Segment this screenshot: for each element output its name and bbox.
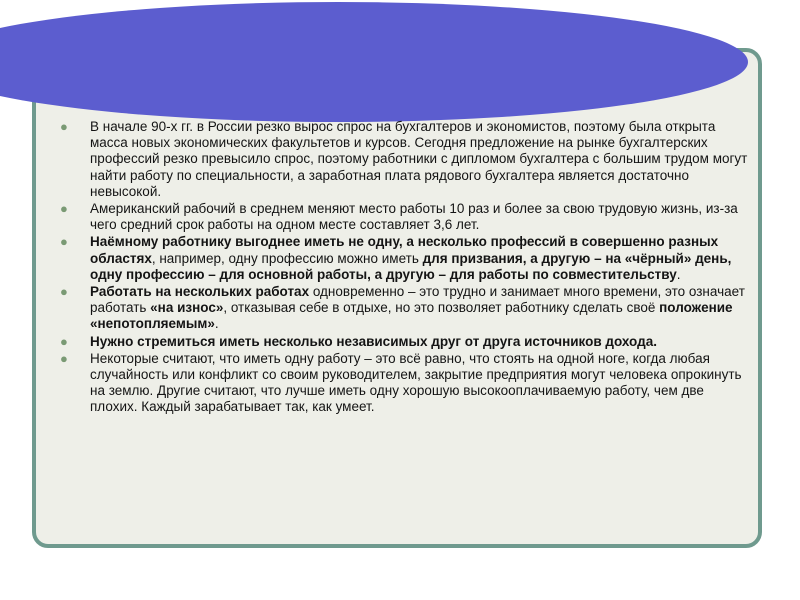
bold-text: Нужно стремиться иметь несколько независимых друг от друга источников дохода. (90, 333, 657, 349)
bold-text: «на износ» (150, 300, 224, 316)
bullet-icon: ● (60, 284, 68, 300)
bullet-text: . (214, 316, 219, 332)
bullet-item (60, 351, 750, 416)
bullet-text: , отказывая себе в отдыхе, но это позволяет работнику сделать своё (223, 300, 660, 316)
bullet-item (60, 119, 750, 200)
bullet-icon: ● (60, 119, 68, 134)
slide-content (60, 119, 750, 417)
bullet-text: одновременно – это трудно и занимает много времени, это означает работать (90, 284, 745, 316)
bullet-item (60, 234, 750, 283)
bullet-item (60, 284, 750, 333)
bold-text: Работать на нескольких работах (90, 284, 310, 300)
bold-text: для призвания, а другую – на «чёрный» день, одну профессию – для основной работы, а другую – для работы по совместительству (90, 250, 732, 282)
bold-text: положение «непотопляемым» (90, 300, 733, 332)
bullet-icon: ● (60, 201, 68, 217)
bullet-item (60, 334, 750, 350)
bullet-text: Американский рабочий в среднем меняют место работы 10 раз и более за свою трудовую жизнь, из-за чего средний срок работы на одном месте составляет 3,6 лет. (90, 201, 738, 233)
bullet-text: Некоторые считают, что иметь одну работу – это всё равно, что стоять на одной ноге, когда любая случайность или конфликт со своим руководителем, закрытие предприятия могут человека опрокинуть на землю. Другие считают, что лучше иметь одну хорошую высокооплачиваемую работу, чем две плохих. Каждый зарабатывает так, как умеет. (90, 350, 742, 415)
bullet-text: , например, одну профессию можно иметь (151, 250, 423, 266)
bullet-item (60, 201, 750, 233)
bullet-icon: ● (60, 333, 68, 349)
bullet-text: . (676, 266, 681, 282)
bold-text: Наёмному работнику выгоднее иметь не одну, а несколько профессий в совершенно разных областях (90, 234, 719, 266)
bullet-text: В начале 90-х гг. в России резко вырос спрос на бухгалтеров и экономистов, поэтому была открыта масса новых экономических факультетов и курсов. Сегодня предложение на рынке бухгалтерских профессий резко превысило спрос, поэтому работники с дипломом бухгалтера с большим трудом могут найти работу по специальности, а заработная плата рядового бухгалтера является достаточно невысокой. (90, 119, 748, 199)
bullet-icon: ● (60, 234, 68, 250)
bullet-icon: ● (60, 350, 68, 366)
